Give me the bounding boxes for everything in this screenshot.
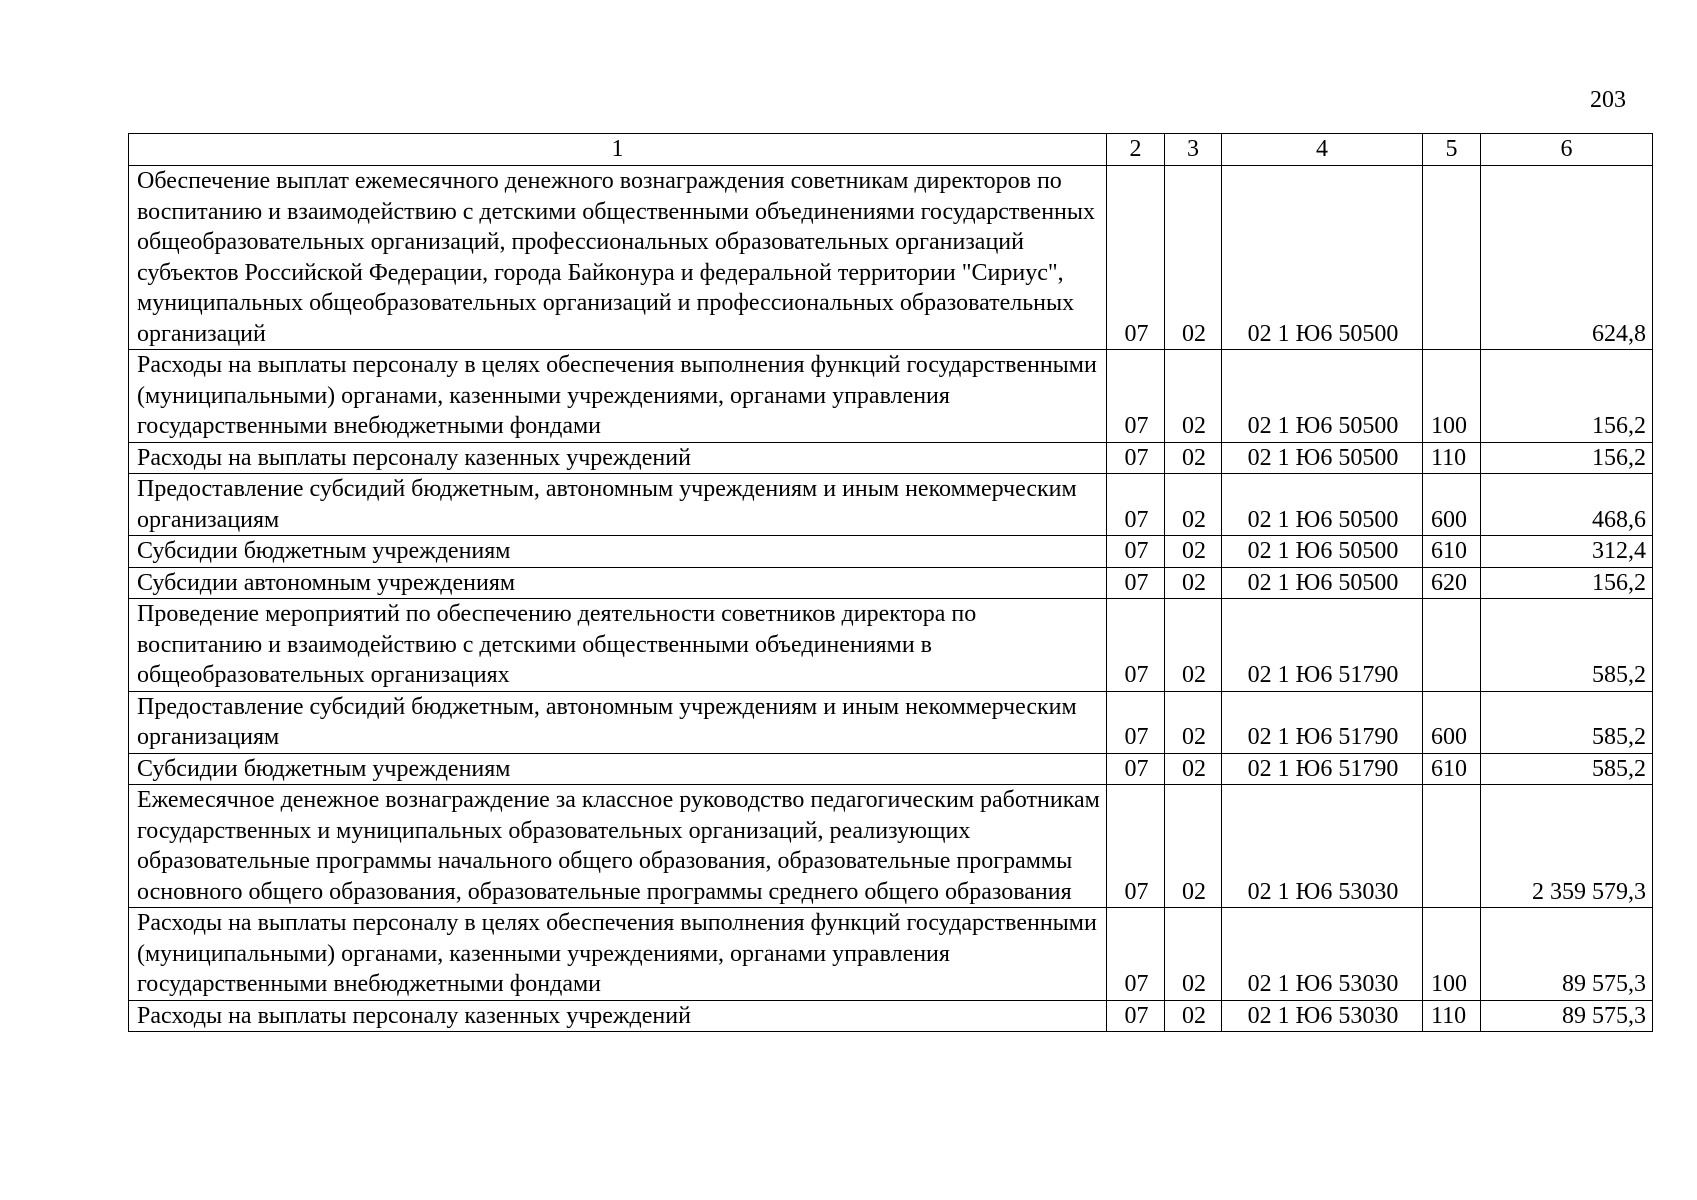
amount-cell: 2 359 579,3 xyxy=(1481,785,1653,908)
table-row xyxy=(129,536,1653,568)
subsection-cell: 02 xyxy=(1165,753,1222,785)
header-col-2: 2 xyxy=(1107,134,1165,166)
expense-name-cell: Расходы на выплаты персоналу казенных учреждений xyxy=(129,442,1107,474)
subsection-cell: 02 xyxy=(1165,536,1222,568)
target-code-cell: 02 1 Ю6 50500 xyxy=(1222,442,1423,474)
subsection-cell: 02 xyxy=(1165,785,1222,908)
target-code-cell: 02 1 Ю6 50500 xyxy=(1222,474,1423,536)
table-header-row xyxy=(129,134,1653,166)
expense-type-cell: 610 xyxy=(1423,753,1481,785)
amount-cell: 156,2 xyxy=(1481,442,1653,474)
expense-name-cell: Субсидии автономным учреждениям xyxy=(129,567,1107,599)
subsection-cell: 02 xyxy=(1165,567,1222,599)
amount-cell: 156,2 xyxy=(1481,567,1653,599)
section-cell: 07 xyxy=(1107,753,1165,785)
section-cell: 07 xyxy=(1107,536,1165,568)
section-cell: 07 xyxy=(1107,785,1165,908)
amount-cell: 89 575,3 xyxy=(1481,908,1653,1001)
amount-cell: 468,6 xyxy=(1481,474,1653,536)
table-row xyxy=(129,567,1653,599)
expense-name-cell: Расходы на выплаты персоналу в целях обеспечения выполнения функций государственными (муниципальными) органами, казенными учреждениями, органами управления государственными внебюджетными фондами xyxy=(129,908,1107,1001)
expense-type-cell xyxy=(1423,785,1481,908)
section-cell: 07 xyxy=(1107,442,1165,474)
header-col-1: 1 xyxy=(129,134,1107,166)
subsection-cell: 02 xyxy=(1165,166,1222,350)
expense-type-cell: 620 xyxy=(1423,567,1481,599)
section-cell: 07 xyxy=(1107,567,1165,599)
subsection-cell: 02 xyxy=(1165,599,1222,692)
amount-cell: 585,2 xyxy=(1481,691,1653,753)
target-code-cell: 02 1 Ю6 50500 xyxy=(1222,166,1423,350)
target-code-cell: 02 1 Ю6 51790 xyxy=(1222,691,1423,753)
expense-name-cell: Проведение мероприятий по обеспечению деятельности советников директора по воспитанию и взаимодействию с детскими общественными объединениями в общеобразовательных организациях xyxy=(129,599,1107,692)
subsection-cell: 02 xyxy=(1165,442,1222,474)
amount-cell: 312,4 xyxy=(1481,536,1653,568)
header-col-4: 4 xyxy=(1222,134,1423,166)
expense-name-cell: Субсидии бюджетным учреждениям xyxy=(129,753,1107,785)
expense-name-cell: Предоставление субсидий бюджетным, автономным учреждениям и иным некоммерческим организациям xyxy=(129,691,1107,753)
expense-type-cell: 600 xyxy=(1423,691,1481,753)
target-code-cell: 02 1 Ю6 50500 xyxy=(1222,536,1423,568)
amount-cell: 89 575,3 xyxy=(1481,1000,1653,1032)
section-cell: 07 xyxy=(1107,350,1165,443)
table-row xyxy=(129,753,1653,785)
section-cell: 07 xyxy=(1107,166,1165,350)
section-cell: 07 xyxy=(1107,908,1165,1001)
subsection-cell: 02 xyxy=(1165,691,1222,753)
expense-type-cell: 100 xyxy=(1423,908,1481,1001)
expense-type-cell xyxy=(1423,166,1481,350)
amount-cell: 585,2 xyxy=(1481,753,1653,785)
table-row xyxy=(129,691,1653,753)
section-cell: 07 xyxy=(1107,474,1165,536)
target-code-cell: 02 1 Ю6 51790 xyxy=(1222,753,1423,785)
expense-name-cell: Субсидии бюджетным учреждениям xyxy=(129,536,1107,568)
expense-type-cell: 110 xyxy=(1423,442,1481,474)
amount-cell: 585,2 xyxy=(1481,599,1653,692)
subsection-cell: 02 xyxy=(1165,1000,1222,1032)
expense-name-cell: Обеспечение выплат ежемесячного денежного вознаграждения советникам директоров по воспитанию и взаимодействию с детскими общественными объединениями государственных общеобразовательных организаций, профессиональных образовательных организаций субъектов Российской Федерации, города Байконура и федеральной территории "Сириус", муниципальных общеобразовательных организаций и профессиональных образовательных организаций xyxy=(129,166,1107,350)
section-cell: 07 xyxy=(1107,599,1165,692)
expense-type-cell: 110 xyxy=(1423,1000,1481,1032)
target-code-cell: 02 1 Ю6 50500 xyxy=(1222,350,1423,443)
table-row xyxy=(129,599,1653,692)
expense-name-cell: Предоставление субсидий бюджетным, автономным учреждениям и иным некоммерческим организациям xyxy=(129,474,1107,536)
table-row xyxy=(129,442,1653,474)
header-col-3: 3 xyxy=(1165,134,1222,166)
target-code-cell: 02 1 Ю6 53030 xyxy=(1222,908,1423,1001)
target-code-cell: 02 1 Ю6 53030 xyxy=(1222,1000,1423,1032)
table-row xyxy=(129,785,1653,908)
target-code-cell: 02 1 Ю6 53030 xyxy=(1222,785,1423,908)
table-row xyxy=(129,474,1653,536)
expense-name-cell: Ежемесячное денежное вознаграждение за классное руководство педагогическим работникам государственных и муниципальных образовательных организаций, реализующих образовательные программы начального общего образования, образовательные программы основного общего образования, образовательные программы среднего общего образования xyxy=(129,785,1107,908)
expense-type-cell: 100 xyxy=(1423,350,1481,443)
target-code-cell: 02 1 Ю6 51790 xyxy=(1222,599,1423,692)
amount-cell: 156,2 xyxy=(1481,350,1653,443)
amount-cell: 624,8 xyxy=(1481,166,1653,350)
section-cell: 07 xyxy=(1107,691,1165,753)
expense-type-cell: 610 xyxy=(1423,536,1481,568)
section-cell: 07 xyxy=(1107,1000,1165,1032)
subsection-cell: 02 xyxy=(1165,474,1222,536)
header-col-5: 5 xyxy=(1423,134,1481,166)
subsection-cell: 02 xyxy=(1165,908,1222,1001)
table-row xyxy=(129,166,1653,350)
header-col-6: 6 xyxy=(1481,134,1653,166)
expense-name-cell: Расходы на выплаты персоналу казенных учреждений xyxy=(129,1000,1107,1032)
table-row xyxy=(129,908,1653,1001)
table-row xyxy=(129,350,1653,443)
target-code-cell: 02 1 Ю6 50500 xyxy=(1222,567,1423,599)
page-number: 203 xyxy=(1590,87,1626,113)
subsection-cell: 02 xyxy=(1165,350,1222,443)
expense-type-cell xyxy=(1423,599,1481,692)
expense-name-cell: Расходы на выплаты персоналу в целях обеспечения выполнения функций государственными (муниципальными) органами, казенными учреждениями, органами управления государственными внебюджетными фондами xyxy=(129,350,1107,443)
table-row xyxy=(129,1000,1653,1032)
budget-table xyxy=(128,133,1653,1032)
expense-type-cell: 600 xyxy=(1423,474,1481,536)
